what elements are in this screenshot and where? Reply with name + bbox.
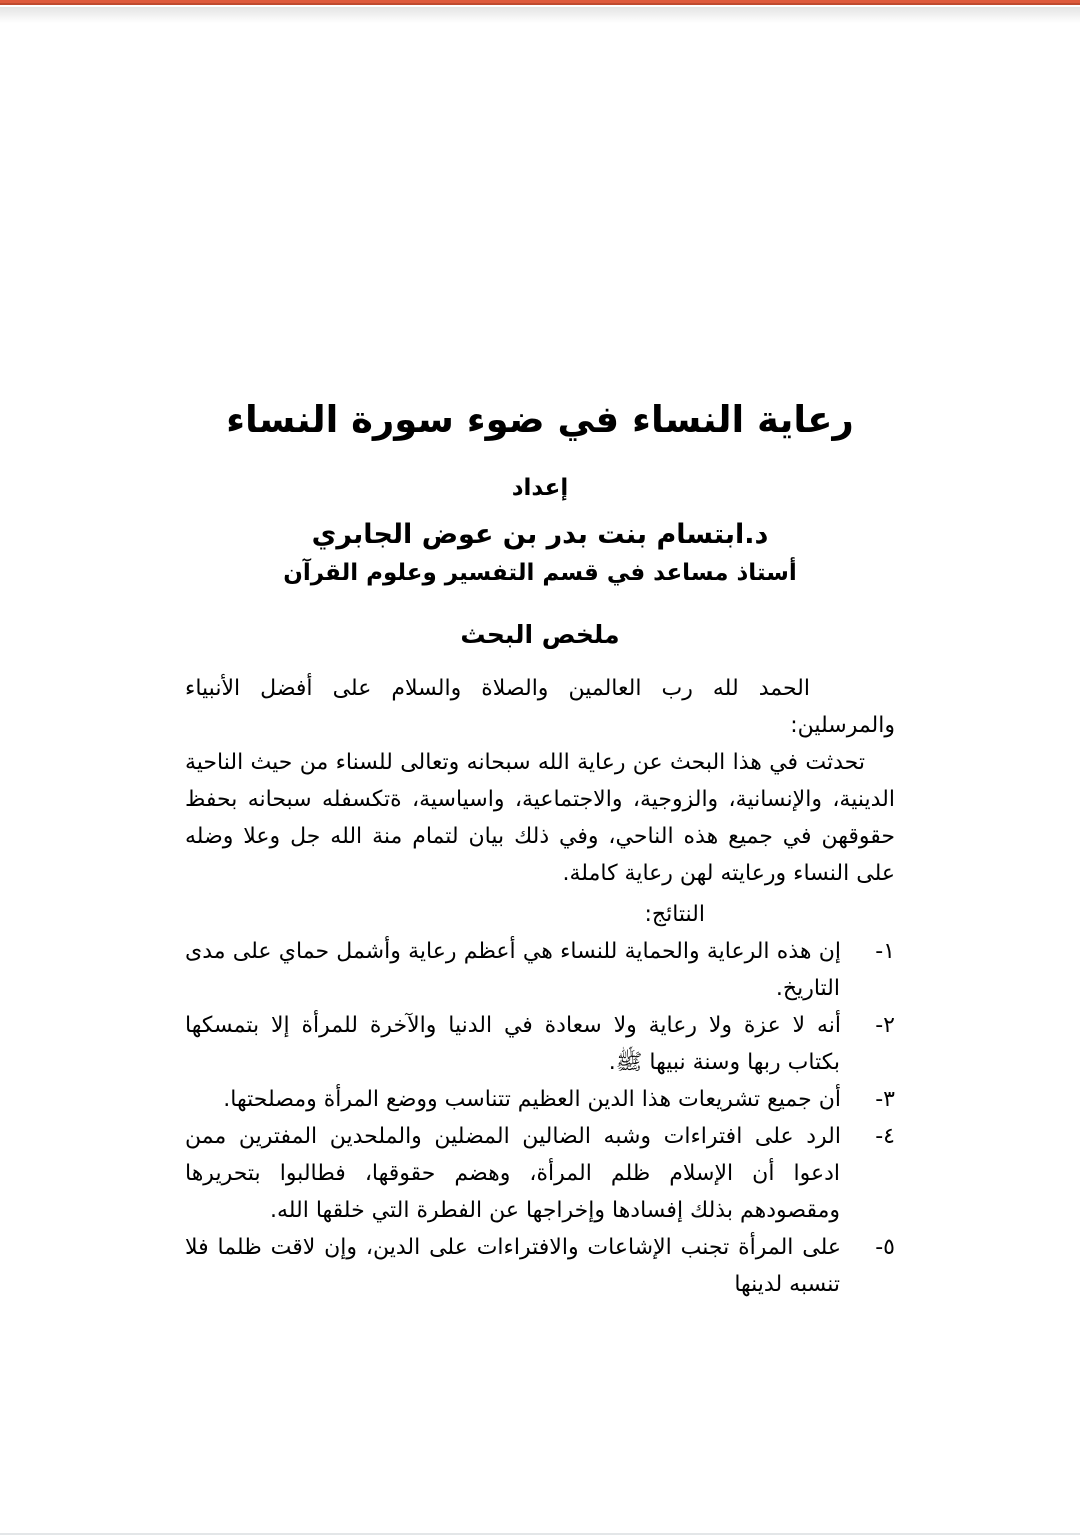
result-text: الرد على افتراءات وشبه الضالين المضلين والملحدين المفترين ممن ادعوا أن الإسلام ظلم المرأة، وهضم حقوقها، فطالبوا بتحريرها ومقصودهم بذلك إفسادها وإخراجها عن الفطرة التي خلقها الله. (185, 1124, 841, 1224)
document-title: رعاية النساء في ضوء سورة النساء (226, 398, 854, 441)
result-item (185, 1118, 895, 1229)
author-role: أستاذ مساعد في قسم التفسير وعلوم القرآن (283, 560, 797, 587)
result-item (185, 1229, 895, 1303)
top-shadow (0, 7, 1080, 23)
top-accent-bar (0, 0, 1080, 5)
result-text: على المرأة تجنب الإشاعات والافتراءات على الدين، وإن لاقت ظلما فلا تنسبه لدينها (185, 1235, 841, 1298)
result-text: أن جميع تشريعات هذا الدين العظيم تتناسب ووضع المرأة ومصلحتها. (223, 1087, 841, 1113)
author-name: د.ابتسام بنت بدر بن عوض الجابري (311, 519, 769, 551)
result-item (185, 1081, 895, 1118)
result-item (185, 933, 895, 1007)
result-number: ١- (875, 939, 895, 965)
abstract-paragraph: تحدثت في هذا البحث عن رعاية الله سبحانه وتعالى للسناء من حيث الناحية الدينية، والإنسانية، والزوجية، والاجتماعية، واسياسية، ةتكسفله سبحانه بحفظ حقوقهن في جميع هذه الناحي، وفي ذلك بيان لتمام منة الله جل وعلا وضله على النساء ورعايته لهن رعاية كاملة. (185, 750, 895, 887)
result-text: أنه لا عزة ولا رعاية ولا سعادة في الدنيا والآخرة للمرأة إلا بتمسكها بكتاب ربها وسنة نبيها ﷺ. (185, 1013, 841, 1076)
results-heading: النتائج: (644, 902, 705, 928)
result-item (185, 1007, 895, 1081)
opening-line: الحمد لله رب العالمين والصلاة والسلام على أفضل الأنبياء والمرسلين: (185, 676, 895, 739)
results-list (185, 933, 895, 1303)
result-text: إن هذه الرعاية والحماية للنساء هي أعظم رعاية وأشمل حماي على مدى التاريخ. (185, 939, 841, 1002)
abstract-heading: ملخص البحث (460, 620, 620, 650)
prepared-by-label: إعداد (511, 475, 569, 502)
result-number: ٤- (875, 1124, 895, 1150)
result-number: ٢- (875, 1013, 895, 1039)
result-number: ٣- (875, 1087, 895, 1113)
document-content (185, 0, 895, 1303)
result-number: ٥- (875, 1235, 895, 1261)
